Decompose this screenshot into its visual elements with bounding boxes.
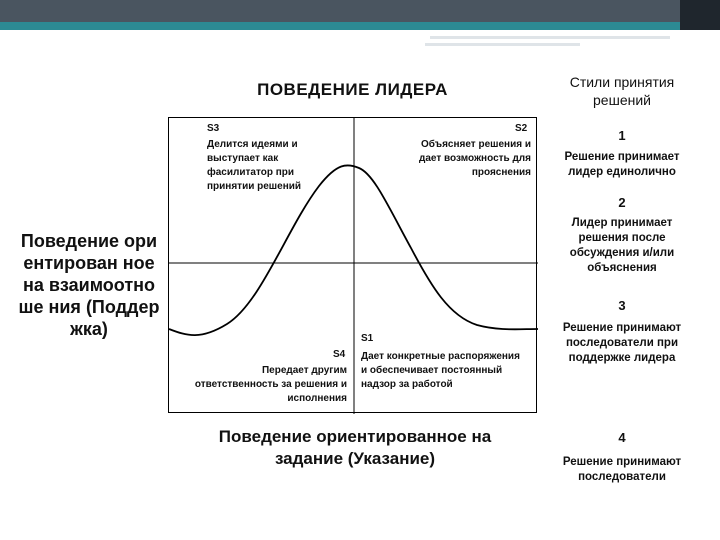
style-4-number: 4	[618, 430, 626, 445]
style-2-number: 2	[618, 195, 626, 210]
styles-panel-title: Стили принятия решений	[569, 74, 675, 108]
quadrant-s2-code: S2	[515, 123, 528, 134]
quadrant-s3-code: S3	[207, 123, 220, 134]
top-line-1	[430, 36, 670, 39]
leadership-plot	[168, 117, 537, 413]
top-line-2	[425, 43, 580, 46]
y-axis-label: Поведение ориентирован ное на взаимоотноше ния (Поддержка)	[18, 231, 160, 339]
x-axis-label: Поведение ориентированное на задание (Указание)	[218, 427, 492, 468]
style-3-text: Решение принимают последователи при поддержке лидера	[562, 322, 682, 364]
quadrant-s4-code: S4	[333, 349, 346, 360]
quadrant-s3-text: Делится идеями и выступает как фасилитатор при принятии решений	[207, 139, 302, 192]
quadrant-s1-text: Дает конкретные распоряжения и обеспечивает постоянный надзор за работой	[361, 351, 520, 390]
style-1-number: 1	[618, 128, 626, 143]
top-dark-band	[0, 0, 720, 22]
quadrant-s4-text: Передает другим ответственность за решения и исполнения	[194, 365, 347, 404]
quadrant-s2-text: Объясняет решения и дает возможность для прояснения	[419, 139, 531, 178]
top-accent-band	[0, 22, 720, 30]
top-corner-block	[680, 0, 720, 30]
style-4-text: Решение принимают последователи	[562, 456, 682, 483]
style-2-text: Лидер принимает решения после обсуждения и/или объяснения	[569, 217, 675, 274]
quadrant-s1-code: S1	[361, 333, 374, 344]
top-decor-bar	[0, 0, 720, 40]
style-1-text: Решение принимает лидер единолично	[564, 151, 680, 178]
style-3-number: 3	[618, 298, 626, 313]
diagram-title: ПОВЕДЕНИЕ ЛИДЕРА	[257, 80, 448, 99]
